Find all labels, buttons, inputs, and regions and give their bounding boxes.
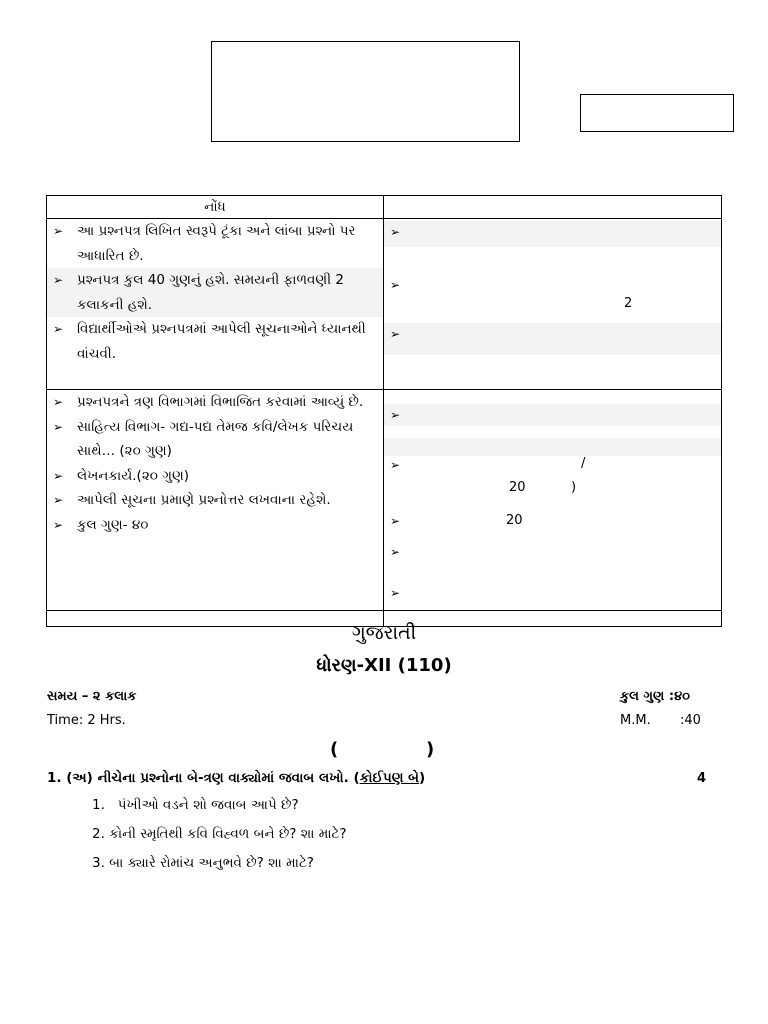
list-item: ➢ પ્રશ્નપત્રને ત્રણ વિભાગમાં વિભાજિત કરવામાં આવ્યું છે. bbox=[47, 390, 383, 415]
time-english: Time: 2 Hrs. bbox=[47, 713, 126, 728]
list-item bbox=[384, 274, 721, 300]
list-item: ➢ આ પ્રશ્નપત્ર લિખિત સ્વરૂપે ટૂંકા અને લાંબા પ્રશ્નો પર આધારિત છે. bbox=[47, 219, 383, 268]
arrow-bullet-icon: ➢ bbox=[390, 514, 401, 528]
arrow-bullet-icon: ➢ bbox=[53, 224, 64, 238]
grade-title: ધોરણ-XII (110) bbox=[316, 655, 452, 676]
arrow-bullet-icon: ➢ bbox=[53, 322, 64, 336]
section-heading: ( ) bbox=[330, 739, 435, 760]
notes-table bbox=[46, 195, 722, 627]
arrow-bullet-icon: ➢ bbox=[53, 419, 64, 434]
question-1-choice: કોઈપણ બે bbox=[359, 770, 420, 786]
arrow-bullet-icon: ➢ bbox=[53, 468, 64, 483]
right-note-text: 2 bbox=[624, 296, 633, 311]
arrow-bullet-icon: ➢ bbox=[53, 493, 64, 507]
arrow-bullet-icon: ➢ bbox=[390, 408, 401, 422]
arrow-bullet-icon: ➢ bbox=[390, 225, 401, 239]
time-gujarati: સમય – ૨ કલાક bbox=[47, 689, 137, 704]
subquestion: 1. પંખીઓ વડને શો જવાબ આપે છે? bbox=[92, 797, 299, 813]
notes-header: નોંધ bbox=[47, 196, 384, 219]
question-1: 1. (અ) નીચેના પ્રશ્નોના બે-ત્રણ વાક્યોમાં જવાબ લખો. (કોઈપણ બે) bbox=[47, 770, 426, 786]
header-box-right bbox=[580, 94, 734, 132]
question-1-marks: 4 bbox=[697, 771, 707, 786]
arrow-bullet-icon: ➢ bbox=[390, 586, 401, 600]
list-item: ➢ કુલ ગુણ- ૪૦ bbox=[47, 513, 383, 538]
notes-header-right bbox=[384, 196, 722, 219]
list-item: ➢ આપેલી સૂચના પ્રમાણે પ્રશ્નોત્તર લખવાના રહેશે. bbox=[47, 488, 383, 513]
max-marks-value: :40 bbox=[680, 713, 701, 728]
notes-left-top bbox=[47, 219, 384, 390]
list-item: ➢ વિદ્યાર્થીઓએ પ્રશ્નપત્રમાં આપેલી સૂચનાઓને ધ્યાનથી વાંચવી. bbox=[47, 317, 383, 366]
list-item bbox=[384, 510, 721, 536]
right-note-slash: / bbox=[581, 456, 586, 471]
subquestion: 2. કોની સ્મૃતિથી કવિ વિહ્વળ બને છે? શા માટે? bbox=[92, 826, 347, 842]
header-box-left bbox=[211, 41, 520, 142]
right-note-marks: 20 bbox=[506, 513, 523, 528]
notes-right-bottom bbox=[384, 390, 722, 611]
notes-left-bottom bbox=[47, 390, 384, 611]
arrow-bullet-icon: ➢ bbox=[53, 273, 64, 287]
subject-title: ગુજરાતી bbox=[351, 622, 417, 644]
right-note-paren: ) bbox=[571, 480, 577, 495]
subquestion: 3. બા ક્યારે રોમાંચ અનુભવે છે? શા માટે? bbox=[92, 855, 314, 871]
arrow-bullet-icon: ➢ bbox=[390, 545, 401, 559]
list-item: ➢ લેખનકાર્ય.(૨૦ ગુણ) bbox=[47, 464, 383, 489]
max-marks-label: M.M. bbox=[620, 713, 651, 728]
list-item bbox=[384, 404, 721, 426]
list-item bbox=[384, 541, 721, 567]
list-item: ➢ પ્રશ્નપત્ર કુલ 40 ગુણનું હશે. સમયની ફાળવણી 2 કલાકની હશે. bbox=[47, 268, 383, 317]
arrow-bullet-icon: ➢ bbox=[390, 327, 401, 341]
list-item: ➢ સાહિત્ય વિભાગ- ગદ્ય-પદ્ય તેમજ કવિ/લેખક પરિચય સાથે… (૨૦ ગુણ) bbox=[47, 415, 383, 464]
arrow-bullet-icon: ➢ bbox=[53, 395, 64, 409]
arrow-bullet-icon: ➢ bbox=[53, 517, 64, 532]
total-marks-gujarati: કુલ ગુણ :૪૦ bbox=[620, 689, 690, 704]
list-item bbox=[384, 323, 721, 355]
right-note-marks: 20 bbox=[509, 480, 526, 495]
arrow-bullet-icon: ➢ bbox=[390, 458, 401, 472]
list-item bbox=[384, 582, 721, 608]
arrow-bullet-icon: ➢ bbox=[390, 278, 401, 292]
list-item bbox=[384, 221, 721, 247]
list-item bbox=[384, 454, 721, 480]
notes-right-top bbox=[384, 219, 722, 390]
